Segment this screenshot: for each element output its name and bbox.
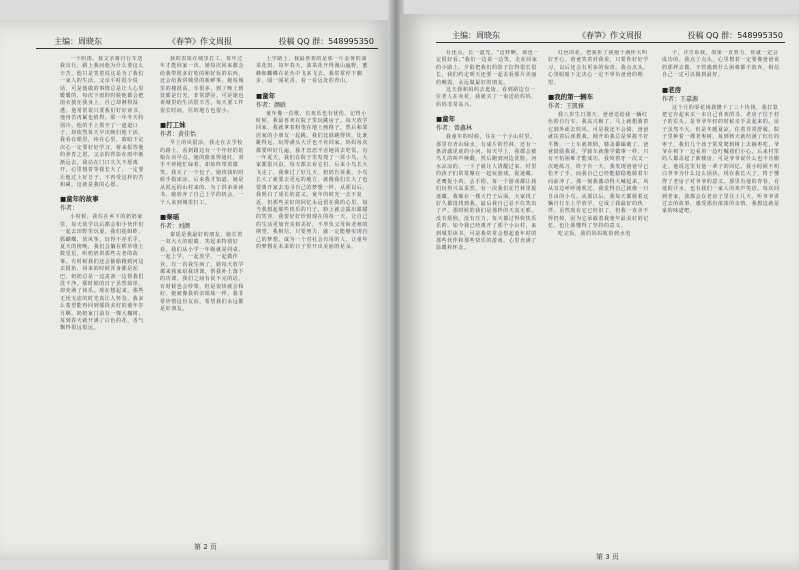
left-column-3 — [256, 56, 372, 536]
section-author: 作者：黄佳怡 — [160, 131, 197, 139]
section-title: ■童年 — [436, 115, 456, 124]
text-block: 红色的花，把我折了我抱个满怀大叫好开心。爸爸笑着对我说，只要你好好学习，以后还会有更多的惊喜。我点点头，心里暗暗下定决心一定不辜负爸爸的期望。 — [548, 50, 649, 86]
right-column-3 — [662, 50, 782, 546]
section-author: 作者：刘颜 — [160, 222, 191, 230]
text-block: 童年像一首歌，有欢乐也有忧伤。记得小时候，我最喜欢在院子里玩跳房子。每天放学回家，我就拿着粉笔在地上画格子，然后和邻居家的小朋友一起跳。我们比谁跳得快，比谁跳得远，玩得满头大汗也不肯回家。妈妈每次都要叫好几遍，我才恋恋不舍地回去吃饭。有一年夏天，我们在院子里发现了一窝小鸟，大家都很兴奋，每天都去看它们。后来小鸟长大飞走了，我难过了好几天。奶奶告诉我，小鸟长大了就要去更远的地方，就像我们长大了也要离开家去追寻自己的梦想一样。从那以后，我明白了成长的意义。童年的时光一去不复返，但那些美好的回忆永远留在我的心里，每当我想起那些快乐的日子，脸上就会露出甜甜的笑容。我要好好珍惜现在的每一天，让自己的生活更加充实和美好，不辜负父母和老师的期望。我相信，只要努力，就一定能够实现自己的梦想，成为一个对社会有用的人，让童年的梦想在未来的日子里开出美丽的花朵。 — [256, 110, 369, 250]
section-author: 作者：王凯雅 — [548, 103, 585, 111]
text-block: 我八岁生日那天，爸爸送给我一辆红色的自行车。我高兴极了，马上就想骑着它到外面去兜风。可是我还不会骑，爸爸就扶着后座教我。刚开始我总是掌握不好平衡，一上车就摔倒，膝盖都磕破了。爸爸鼓励我说，学骑车就像学做事一样，只有不怕困难才能成功。我咬着牙一次又一次地练习，终于有一天，我发现爸爸早已松开了手，而我自己已经能稳稳地骑着车向前冲了。那一刻我激动得大喊起来，风从耳边呼呼地吹过，我觉得自己就像一只自由的小鸟。从那以后，我每天都骑着这辆自行车上学放学，它成了我最好的伙伴。虽然现在它已经旧了，但我一直舍不得扔掉，因为它承载着我童年最美好的记忆，也让我懂得了坚持的意义。 — [548, 112, 649, 230]
section-title: ■童年的故事 — [60, 195, 99, 204]
editor-label: 主编：周晓东 — [54, 37, 102, 46]
text-block: 上学路上，我最喜欢的是那一片金黄的油菜花田。每年春天，油菜花开得漫山遍野，蜜蜂和蝴蝶在花丛中飞来飞去。我常常停下脚步，闻一闻花香，看一看远处的青山。 — [256, 56, 369, 85]
section-title: ■童年 — [256, 91, 276, 100]
text-block: 小时候，我住在乡下的奶奶家里，每天放学以后都会和小伙伴们一起去田野里玩耍。我们捉蚂蚱、抓蝴蝶、放风筝，玩得不亦乐乎。夏天的傍晚，我们会躺在稻草堆上数星星，听奶奶讲那些古老的故事。有时候我们还会偷偷跑到河边去摸鱼，回来的时候浑身都是泥巴，奶奶总是一边责备一边帮我们洗干净。那时候的日子虽然简单，却充满了快乐。现在想起来，那些无忧无虑的时光真让人怀念，我多么希望能再回到那段美好的童年岁月啊。奶奶家门前有一棵大槐树，每到春天就开满了白色的花，香气飘得很远很远。 — [60, 214, 145, 332]
text-block: 一个阴雨，我父亲骑自行车送我出行，路上我问他为什么要这么辛苦，他只是笑着说这是为了我们一家人的生活。父亲平时很少说话，可是他做的事情总是让人心里暖暖的，每次下雨的时候他都会把雨衣披在我身上，自己却淋得湿透。他常常说只要我们好好读书，他再苦再累也值得。那一年冬天特别冷，他的手上裂开了一道道口子，却依然每天早出晚归地干活。我看在眼里，疼在心里，暗暗下定决心一定要好好学习，将来报答他的养育之恩。父亲的背影在雨中渐渐远去，我站在门口久久不愿离开，心里想着等我长大了，一定要让他过上好日子，不再受这样的苦和累，这就是我的心愿。 — [60, 56, 145, 188]
text-block: 个，并告诉我，如果一直努力，你就一定会成功的。我点了点头，心里想着一定要像爸爸说的那样去做，不管遇到什么困难都不放弃，相信自己一定可以做到最好。 — [662, 50, 780, 79]
text-block: 这天我和妈妈去逛街，看到路边有一位老人在卖花，我就买了一束送给妈妈，妈妈非常高兴。 — [436, 87, 537, 108]
right-column-1 — [436, 50, 540, 546]
text-block: 有优点，长一道光。“这样啊，那也一定很好看。”我们一边说一边笑，走在回家的小路上。夕阳把我们的影子拉得很长很长，我们约定明天还要一起去看那片美丽的晚霞，永远做最好的朋友。 — [436, 50, 539, 86]
contact-qq: 投稿 QQ 群：548995350 — [687, 31, 783, 40]
right-column-2 — [548, 50, 652, 546]
newspaper-title: 《春笋》作文周报 — [578, 31, 642, 40]
section-author: 作者：颜晗 — [256, 101, 287, 109]
text-block: 早上的风很凉，我走在去学校的路上，看到路边有一个年轻的姑娘在卖早点。她的脸冻得通红，双手不停地忙碌着，却始终带着微笑。我买了一个包子，她找钱的时候手指冰凉。后来我才知道，她是从很远的山村来的，为了供弟弟读书，她放弃了自己上学的机会，一个人来到城里打工。 — [160, 140, 244, 206]
text-block: 我的表姐在城里打工，每年过年才能回家一次。她每次回来都会给我带很多好吃的和好玩的东西，还会给我讲城里的新鲜事。她说城里的楼很高，车很多，到了晚上到处都是灯光，非常漂亮。可是她也说城里的生活很辛苦，每天要工作很长时间，住的地方也很小。 — [160, 56, 244, 114]
text-block: 这个月的零花钱我攒下了三十块钱，我打算把它存起来买一本自己喜欢的书。老房子位于村子的东头，是爷爷年轻的时候亲手盖起来的。房子虽然不大，但是冬暖夏凉，住着非常舒服。院子里种着一棵老枣树，每到秋天就结满了红红的枣子，我们几个孩子常常爬到树上去摘枣吃，爷爷在树下一边看着一边叮嘱我们小心。后来村里的人都盖起了新楼房，可是爷爷说什么也不肯搬走，他说这里有他一辈子的回忆。我小时候不明白爷爷为什么这么固执，现在我长大了，终于懂得了老房子对爷爷的意义。那里有他的青春，有他的汗水，也有我们一家人的欢声笑语。每次回到老家，我都会在老房子里住上几天，听爷爷讲过去的故事，感受那份浓浓的亲情，我想这就是家的味道吧。 — [662, 104, 780, 215]
left-column-2 — [160, 56, 244, 536]
page-number: 第 2 页 — [194, 543, 217, 551]
contact-qq: 投稿 QQ 群：548995350 — [278, 37, 374, 46]
section-author: 作者：曾鑫林 — [436, 125, 473, 133]
section-title: ■我的第一辆车 — [548, 93, 594, 102]
editor-label: 主编：周晓东 — [452, 31, 500, 40]
newspaper-title: 《春笋》作文周报 — [168, 37, 232, 46]
text-block: 吃完饭，我的妈妈收拾到水电 — [558, 230, 631, 237]
left-page — [0, 20, 392, 560]
section-author: 作者：王嘉源 — [662, 95, 699, 103]
text-block: 我童年的时候，住在一个小山村里。那里有青山绿水，有成片的竹林，还有一条清澈见底的小河。每天早上，我都会被鸟儿的叫声唤醒，然后跑到河边洗脸。河水凉凉的，一下子就让人清醒过来。村里的孩子们常常聚在一起玩游戏，捉迷藏、老鹰捉小鸡、丢手绢，每一个游戏都让我们玩得兴高采烈。有一次我们在竹林里捉迷藏，我躲在一棵大竹子后面，大家找了好久都没找到我，最后我自己忍不住笑出了声。那时候的我们是那样的天真无邪，没有烦恼，没有压力，每天都过得快快乐乐的。如今我已经离开了那个小山村，来到城里读书，可是我常常会想起童年时的那些伙伴和那些快乐的游戏，心里充满了温暖和怀念。 — [436, 134, 537, 252]
left-page-header — [36, 34, 378, 49]
right-page — [400, 14, 799, 570]
text-block: 秦瑶是我最好的朋友，她长着一双大大的眼睛，笑起来特别好看。我们从小学一年级就是同桌，一起上学，一起放学，一起做作业。有一次我生病了，她每天放学都来我家给我讲课，帮我补上落下的功课。我们之间有说不完的话，有时候也会吵架，但是很快就会和好。她就像我的亲姐妹一样，我非常珍惜这份友谊，希望我们永远都是好朋友。 — [160, 231, 244, 312]
page-number: 第 3 页 — [596, 553, 619, 561]
section-title: ■打工妹 — [160, 121, 186, 130]
section-title: ■秦瑶 — [160, 212, 180, 221]
section-author: 作者： — [60, 205, 79, 213]
left-column-1 — [60, 56, 148, 536]
right-page-header — [436, 28, 785, 43]
section-title: ■老房 — [662, 85, 682, 94]
